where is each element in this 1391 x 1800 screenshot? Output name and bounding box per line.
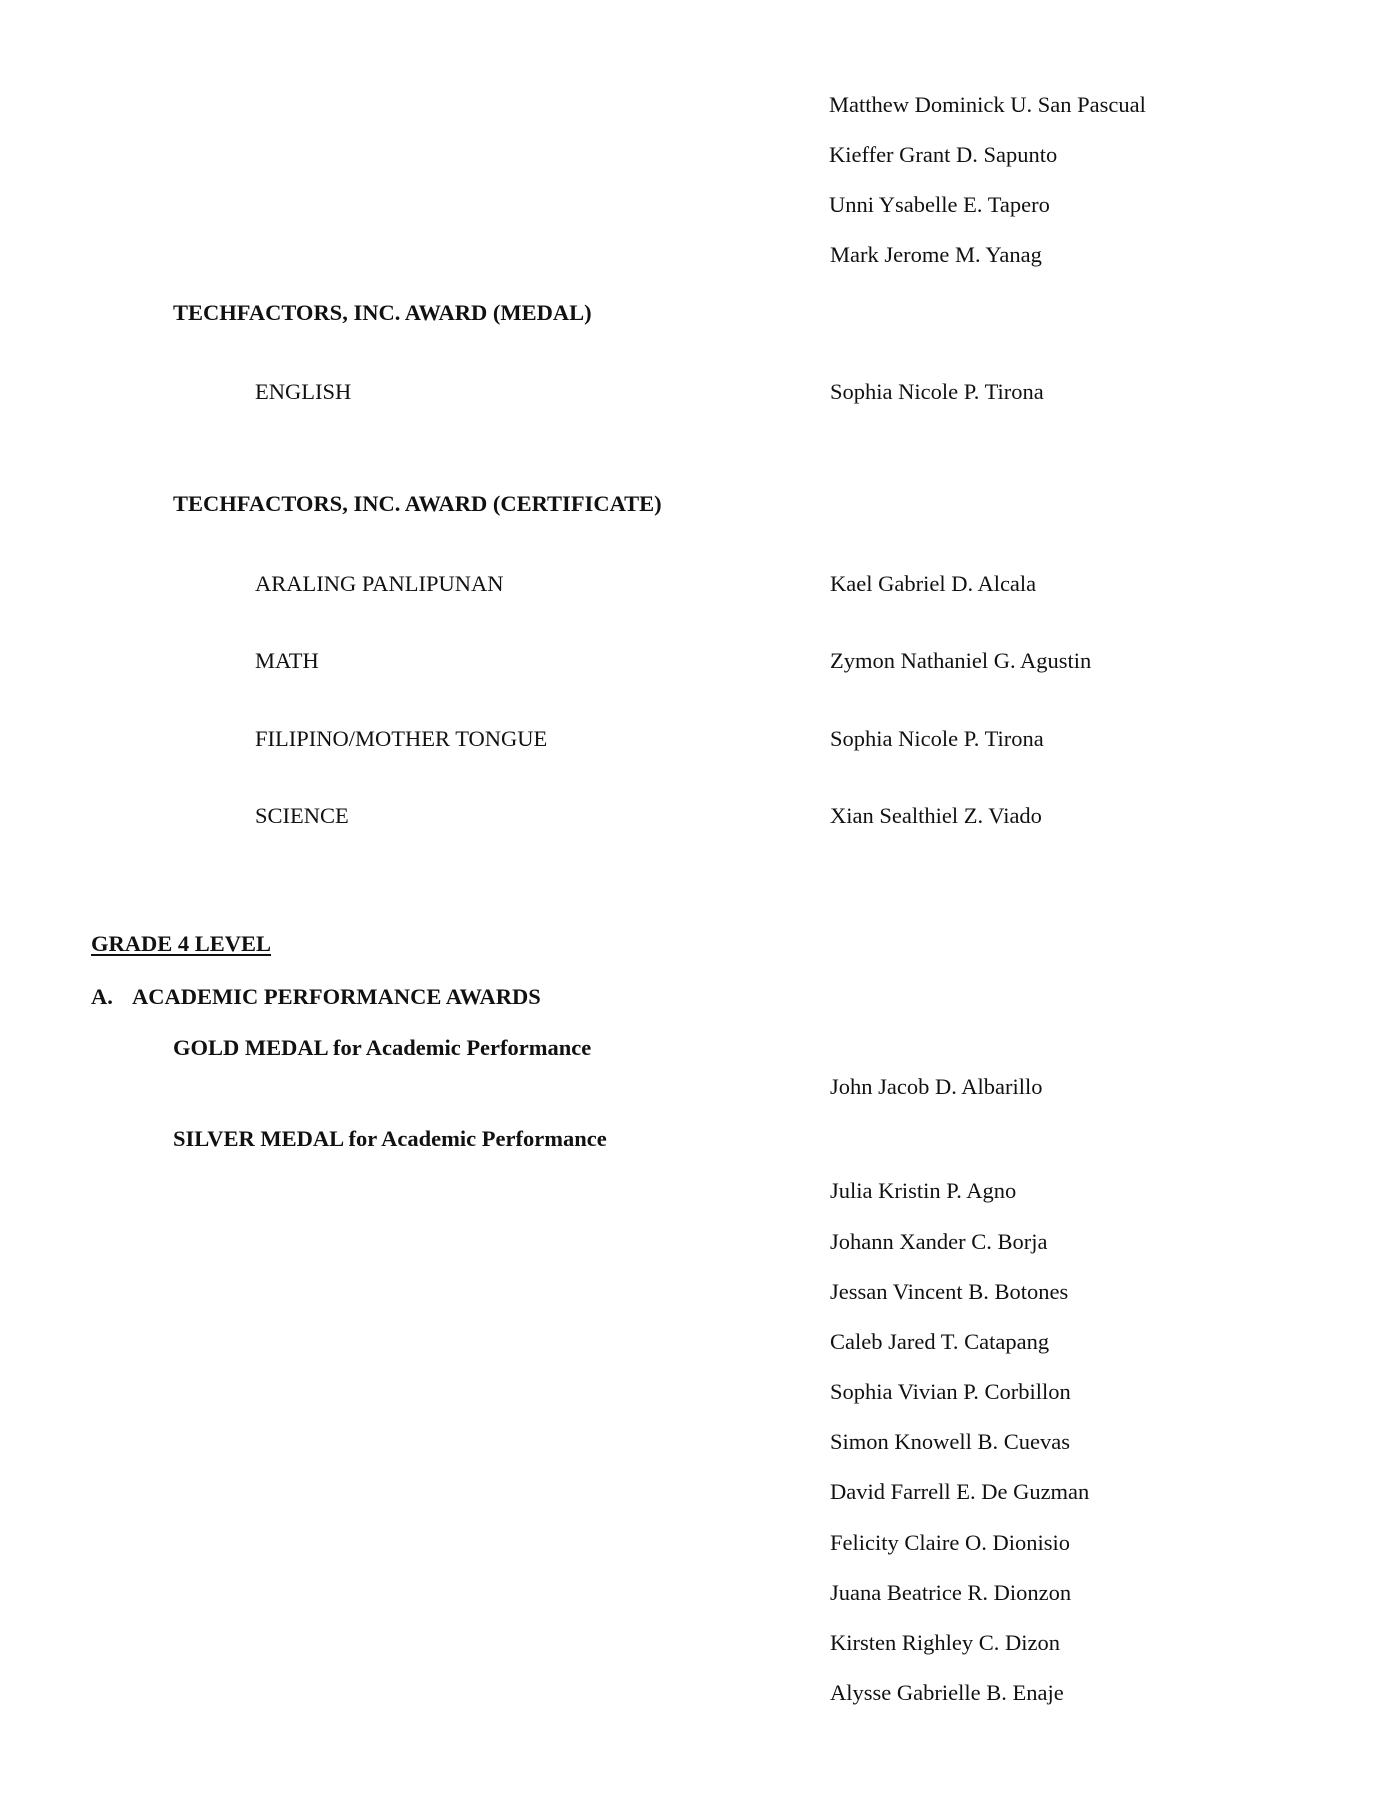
section-title: ACADEMIC PERFORMANCE AWARDS	[132, 984, 541, 1009]
awardee-name: Zymon Nathaniel G. Agustin	[830, 648, 1092, 673]
awardee-name: Jessan Vincent B. Botones	[830, 1279, 1069, 1304]
section-letter: A.	[91, 984, 113, 1009]
awardee-name: Matthew Dominick U. San Pascual	[829, 92, 1146, 117]
awardee-name: Sophia Nicole P. Tirona	[830, 379, 1044, 404]
awardee-name: Mark Jerome M. Yanag	[830, 242, 1042, 267]
awardee-name: Sophia Vivian P. Corbillon	[830, 1379, 1071, 1404]
awardee-name: Unni Ysabelle E. Tapero	[829, 192, 1050, 217]
awardee-name: John Jacob D. Albarillo	[830, 1074, 1043, 1099]
awardee-name: Sophia Nicole P. Tirona	[830, 726, 1044, 751]
silver-medal-heading: SILVER MEDAL for Academic Performance	[173, 1126, 607, 1151]
awardee-name: Kirsten Righley C. Dizon	[830, 1630, 1060, 1655]
subject-label: FILIPINO/MOTHER TONGUE	[255, 726, 548, 751]
awardee-name: Juana Beatrice R. Dionzon	[830, 1580, 1072, 1605]
awardee-name: Kieffer Grant D. Sapunto	[829, 142, 1058, 167]
gold-medal-heading: GOLD MEDAL for Academic Performance	[173, 1035, 592, 1060]
subject-label: MATH	[255, 648, 319, 673]
techfactors-medal-heading: TECHFACTORS, INC. AWARD (MEDAL)	[173, 300, 592, 325]
techfactors-certificate-heading: TECHFACTORS, INC. AWARD (CERTIFICATE)	[173, 491, 662, 516]
grade-level-heading: GRADE 4 LEVEL	[91, 931, 272, 956]
subject-label: SCIENCE	[255, 803, 349, 828]
awardee-name: Felicity Claire O. Dionisio	[830, 1530, 1070, 1555]
awardee-name: Julia Kristin P. Agno	[830, 1178, 1017, 1203]
awardee-name: Alysse Gabrielle B. Enaje	[830, 1680, 1064, 1705]
awardee-name: Xian Sealthiel Z. Viado	[830, 803, 1042, 828]
subject-label: ENGLISH	[255, 379, 352, 404]
awardee-name: Johann Xander C. Borja	[830, 1229, 1048, 1254]
awardee-name: Caleb Jared T. Catapang	[830, 1329, 1050, 1354]
subject-label: ARALING PANLIPUNAN	[255, 571, 504, 596]
awardee-name: David Farrell E. De Guzman	[830, 1479, 1090, 1504]
awardee-name: Simon Knowell B. Cuevas	[830, 1429, 1070, 1454]
awardee-name: Kael Gabriel D. Alcala	[830, 571, 1037, 596]
